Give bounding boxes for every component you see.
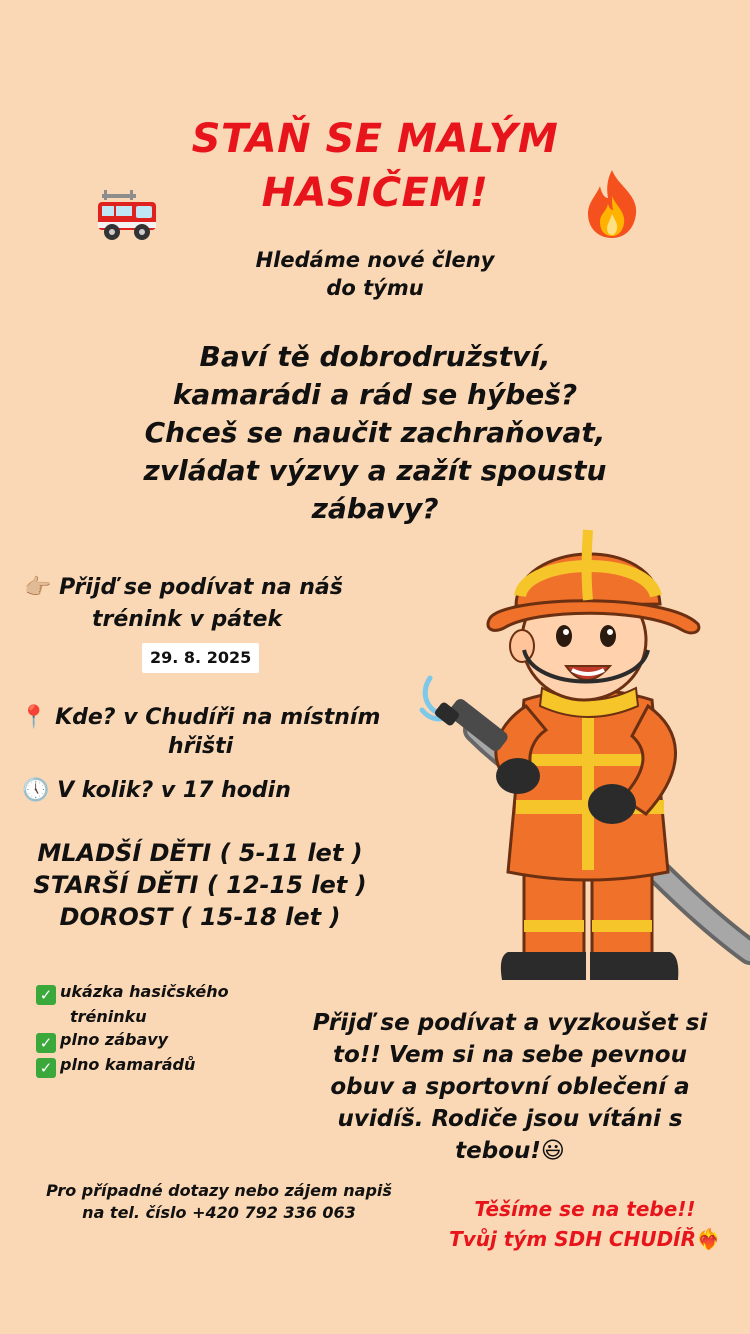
smile-icon: 😃 xyxy=(540,1138,565,1164)
training-line-1: 👉🏼 Přijď se podívat na náš xyxy=(24,575,343,600)
group-youth: DOROST ( 15-18 let ) xyxy=(59,903,341,931)
training-line-2: trénink v pátek xyxy=(92,607,283,632)
firefighter-illustration xyxy=(416,500,750,1000)
checklist xyxy=(36,980,229,1078)
contact-line-1: Pro případné dotazy nebo zájem napiš xyxy=(46,1181,392,1200)
when-line: 🕔 V kolik? v 17 hodin xyxy=(22,778,291,803)
subtitle xyxy=(0,246,750,302)
invite-line-5: tebou!😃 xyxy=(455,1138,565,1164)
question-line-5: zábavy? xyxy=(311,492,439,525)
heart-on-fire-icon: ❤️‍🔥 xyxy=(696,1227,721,1251)
where-line-2: hřišti xyxy=(168,734,234,759)
question-line-2: kamarádi a rád se hýbeš? xyxy=(172,378,578,411)
title-line-1: STAŇ SE MALÝM xyxy=(191,116,559,162)
fire-truck-icon xyxy=(96,188,158,244)
subtitle-line-1: Hledáme nové členy xyxy=(255,248,495,272)
team-signoff xyxy=(420,1194,750,1254)
group-older: STARŠÍ DĚTI ( 12-15 let ) xyxy=(33,871,367,899)
check-mark-icon: ✓ xyxy=(36,1058,56,1078)
check-mark-icon: ✓ xyxy=(36,1033,56,1053)
invite-line-4: uvidíš. Rodiče jsou vítáni s xyxy=(337,1106,683,1132)
checklist-item-continuation: tréninku xyxy=(70,1007,147,1026)
fire-icon xyxy=(582,168,642,240)
invite-line-3: obuv a sportovní oblečení a xyxy=(330,1074,690,1100)
where-line-1: 📍 Kde? v Chudíři na místním xyxy=(20,705,381,730)
checklist-item: ✓ plno kamarádů xyxy=(36,1053,229,1078)
contact-phone: na tel. číslo +420 792 336 063 xyxy=(82,1203,356,1222)
subtitle-line-2: do týmu xyxy=(326,276,424,300)
check-mark-icon: ✓ xyxy=(36,985,56,1005)
invitation-paragraph xyxy=(280,1007,740,1167)
question-line-3: Chceš se naučit zachraňovat, xyxy=(144,416,606,449)
question-line-4: zvládat výzvy a zažít spoustu xyxy=(143,454,607,487)
question-line-1: Baví tě dobrodružství, xyxy=(199,340,551,373)
invite-line-2: to!! Vem si na sebe pevnou xyxy=(333,1042,687,1068)
group-younger: MLADŠÍ DĚTI ( 5-11 let ) xyxy=(37,839,363,867)
contact-info xyxy=(14,1180,424,1224)
title-line-2: HASIČEM! xyxy=(261,170,489,216)
location-pin-icon: 📍 xyxy=(20,705,48,730)
training-date: 29. 8. 2025 xyxy=(142,643,259,673)
invite-line-1: Přijď se podívat a vyzkoušet si xyxy=(312,1010,708,1036)
checklist-item: ✓ plno zábavy xyxy=(36,1028,229,1053)
pointing-hand-icon: 👉🏼 xyxy=(24,575,52,600)
age-groups xyxy=(0,837,400,933)
team-line-1: Těšíme se na tebe!! xyxy=(474,1197,696,1221)
checklist-item: ✓ ukázka hasičského xyxy=(36,980,229,1005)
clock-icon: 🕔 xyxy=(22,778,50,803)
team-line-2: Tvůj tým SDH CHUDÍŘ❤️‍🔥 xyxy=(449,1227,721,1251)
